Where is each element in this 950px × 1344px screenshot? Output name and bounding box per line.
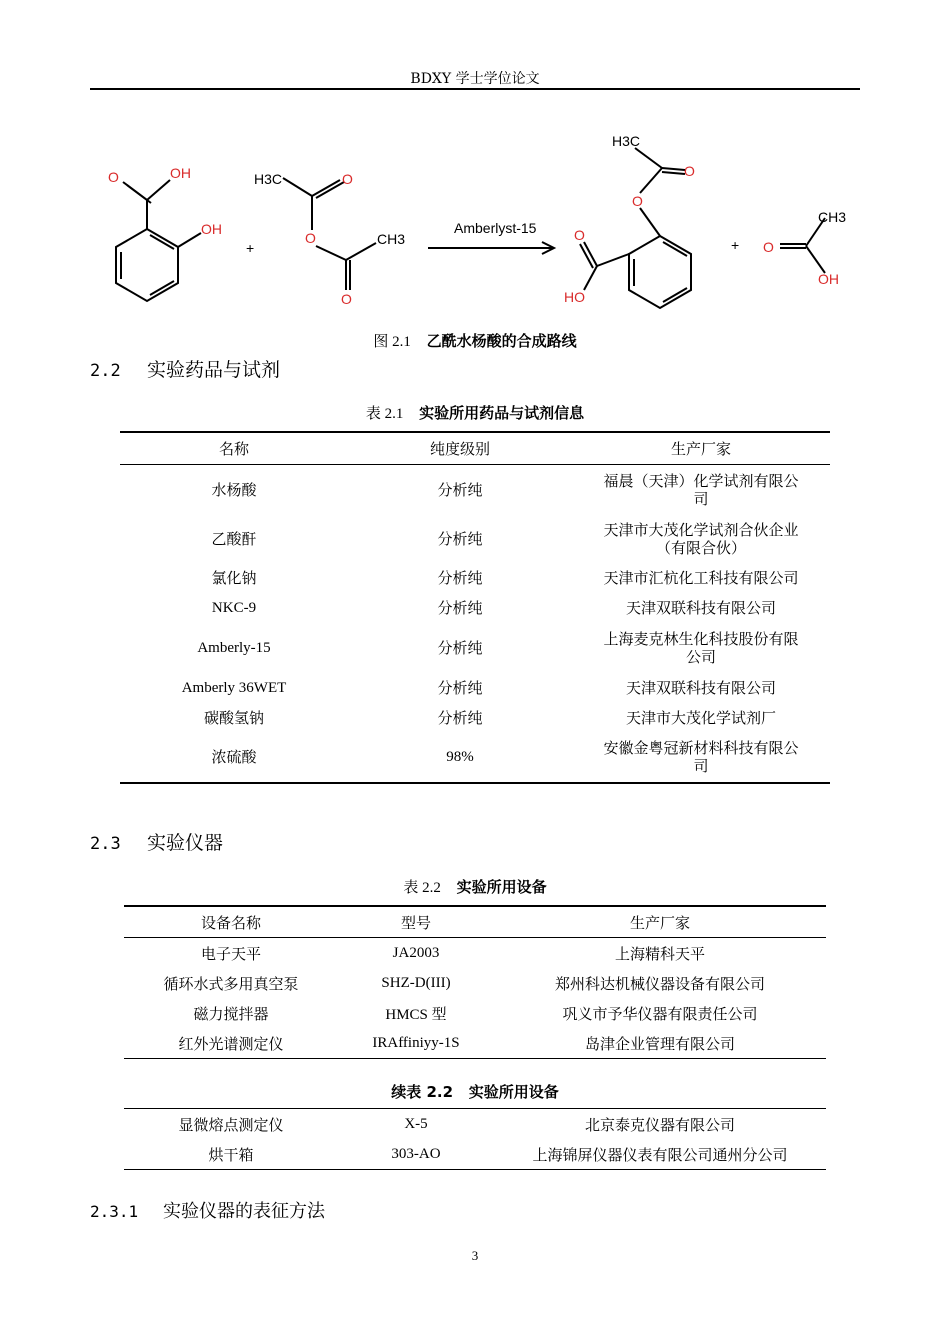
scheme-plus-2: + — [731, 237, 740, 253]
table-row — [120, 703, 830, 733]
scheme-plus-1: + — [246, 240, 255, 256]
table2-caption — [0, 876, 950, 897]
table-caption-text: 实验所用设备 — [456, 878, 547, 896]
table-row — [124, 1028, 826, 1059]
scheme-h3c-1: H3C — [254, 171, 283, 187]
equipment-model: X-5 — [404, 1115, 428, 1132]
scheme-oh-2: OH — [201, 221, 222, 237]
table2-cont-caption — [0, 1081, 950, 1102]
equipment-maker: 郑州科达机械仪器设备有限公司 — [554, 974, 765, 993]
scheme-ho: HO — [564, 289, 585, 305]
equipment-model: SHZ-D(III) — [381, 974, 451, 991]
section-heading-2-3-1 — [90, 1197, 325, 1223]
scheme-h3c-2: H3C — [612, 133, 641, 149]
equipment-name: 显微熔点测定仪 — [178, 1115, 284, 1134]
table-row — [120, 623, 830, 673]
scheme-ch3-2: CH3 — [818, 209, 847, 225]
table-header-name: 名称 — [120, 432, 348, 465]
table-header-maker: 生产厂家 — [494, 906, 826, 938]
section-title: 实验药品与试剂 — [147, 359, 281, 381]
section-title: 实验仪器 — [147, 832, 224, 854]
table-header-model: 型号 — [338, 906, 494, 938]
table-row — [120, 465, 830, 515]
reagent-maker: 福晨（天津）化学试剂有限公 司 — [603, 471, 799, 508]
scheme-ch3-1: CH3 — [377, 231, 406, 247]
scheme-catalyst: Amberlyst-15 — [454, 220, 537, 236]
reagent-name: 乙酸酐 — [211, 529, 257, 548]
equipment-name: 红外光谱测定仪 — [178, 1034, 284, 1053]
equipment-name: 循环水式多用真空泵 — [163, 974, 299, 993]
table-row — [124, 998, 826, 1028]
table-row — [124, 1139, 826, 1170]
equipment-maker: 岛津企业管理有限公司 — [584, 1034, 735, 1053]
reagent-purity: 分析纯 — [437, 638, 483, 657]
reagent-maker: 天津双联科技有限公司 — [625, 598, 776, 617]
scheme-o-3: O — [305, 230, 316, 246]
section-number: 2.3 — [90, 834, 121, 854]
scheme-o-7: O — [574, 227, 585, 243]
reagent-maker: 上海麦克林生化科技股份有限 公司 — [603, 629, 799, 666]
section-title: 实验仪器的表征方法 — [163, 1201, 325, 1222]
scheme-o-4: O — [341, 291, 352, 307]
equipment-name: 磁力搅拌器 — [193, 1004, 269, 1023]
reagent-name: 碳酸氢钠 — [203, 708, 264, 727]
figure-caption-text: 乙酰水杨酸的合成路线 — [426, 332, 577, 350]
reagent-name: Amberly 36WET — [181, 679, 287, 696]
figure-caption — [0, 330, 950, 351]
table-row — [120, 733, 830, 783]
reagent-purity: 98% — [446, 749, 474, 765]
reagent-purity: 分析纯 — [437, 568, 483, 587]
equipment-name: 烘干箱 — [208, 1145, 254, 1164]
table-row — [120, 515, 830, 563]
table-row — [120, 673, 830, 703]
reagent-name: 水杨酸 — [211, 480, 257, 499]
table-caption-text: 实验所用药品与试剂信息 — [419, 404, 585, 422]
scheme-o-5: O — [684, 163, 695, 179]
reagent-maker: 天津市大茂化学试剂合伙企业 （有限合伙） — [603, 520, 799, 557]
table1-caption — [0, 402, 950, 423]
table-header-maker: 生产厂家 — [572, 432, 830, 465]
reagent-maker: 安徽金粤冠新材料科技有限公 司 — [603, 739, 799, 775]
scheme-oh-1: OH — [170, 165, 191, 181]
reagent-name: Amberly-15 — [197, 639, 271, 656]
equipment-model: HMCS 型 — [385, 1006, 447, 1023]
reagent-maker: 天津市汇杭化工科技有限公司 — [603, 568, 799, 587]
table-row — [124, 968, 826, 998]
reagent-name: 浓硫酸 — [211, 748, 257, 766]
table-caption-text: 实验所用设备 — [468, 1083, 559, 1101]
section-heading-2-2 — [90, 355, 280, 382]
table-row — [120, 563, 830, 593]
page-number: 3 — [471, 1248, 479, 1263]
reagent-purity: 分析纯 — [437, 480, 483, 499]
reagent-maker: 天津市大茂化学试剂厂 — [625, 708, 776, 727]
reagent-name: 氯化钠 — [211, 568, 257, 587]
equipment-name: 电子天平 — [200, 944, 261, 963]
equipment-model: 303-AO — [391, 1145, 441, 1162]
reagent-purity: 分析纯 — [437, 529, 483, 548]
table-row — [124, 938, 826, 969]
scheme-o-6: O — [632, 193, 643, 209]
scheme-o-2: O — [342, 171, 353, 187]
equipment-table-continued — [124, 1108, 826, 1170]
figure-caption-number: 图 2.1 — [373, 334, 411, 350]
equipment-maker: 北京泰克仪器有限公司 — [584, 1115, 735, 1134]
section-number: 2.3.1 — [90, 1202, 139, 1221]
section-heading-2-3 — [90, 828, 223, 855]
equipment-model: JA2003 — [392, 944, 440, 961]
running-header: BDXY 学士学位论文 — [410, 71, 540, 87]
reagent-purity: 分析纯 — [437, 708, 483, 727]
scheme-o-8: O — [763, 239, 774, 255]
scheme-oh-3: OH — [818, 271, 839, 287]
reagent-maker: 天津双联科技有限公司 — [625, 678, 776, 697]
equipment-model: IRAffiniyy-1S — [372, 1034, 460, 1051]
section-number: 2.2 — [90, 361, 121, 381]
equipment-maker: 上海锦屏仪器仪表有限公司通州分公司 — [532, 1145, 788, 1164]
table-header-purity: 纯度级别 — [348, 432, 572, 465]
reagent-purity: 分析纯 — [437, 598, 483, 617]
table-header-name: 设备名称 — [124, 906, 338, 938]
table-caption-number: 表 2.1 — [365, 406, 404, 422]
reagent-purity: 分析纯 — [437, 678, 483, 697]
scheme-o-1: O — [108, 169, 119, 185]
equipment-maker: 上海精科天平 — [614, 944, 705, 963]
reagents-table — [120, 431, 830, 784]
header-rule — [90, 88, 860, 90]
equipment-maker: 巩义市予华仪器有限责任公司 — [562, 1004, 758, 1023]
table-caption-number: 表 2.2 — [403, 880, 441, 896]
equipment-table — [124, 905, 826, 1059]
table-row — [124, 1109, 826, 1140]
table-row — [120, 593, 830, 623]
reagent-name: NKC-9 — [211, 599, 257, 616]
reaction-scheme — [90, 118, 860, 318]
table-caption-number: 续表 2.2 — [391, 1083, 454, 1101]
